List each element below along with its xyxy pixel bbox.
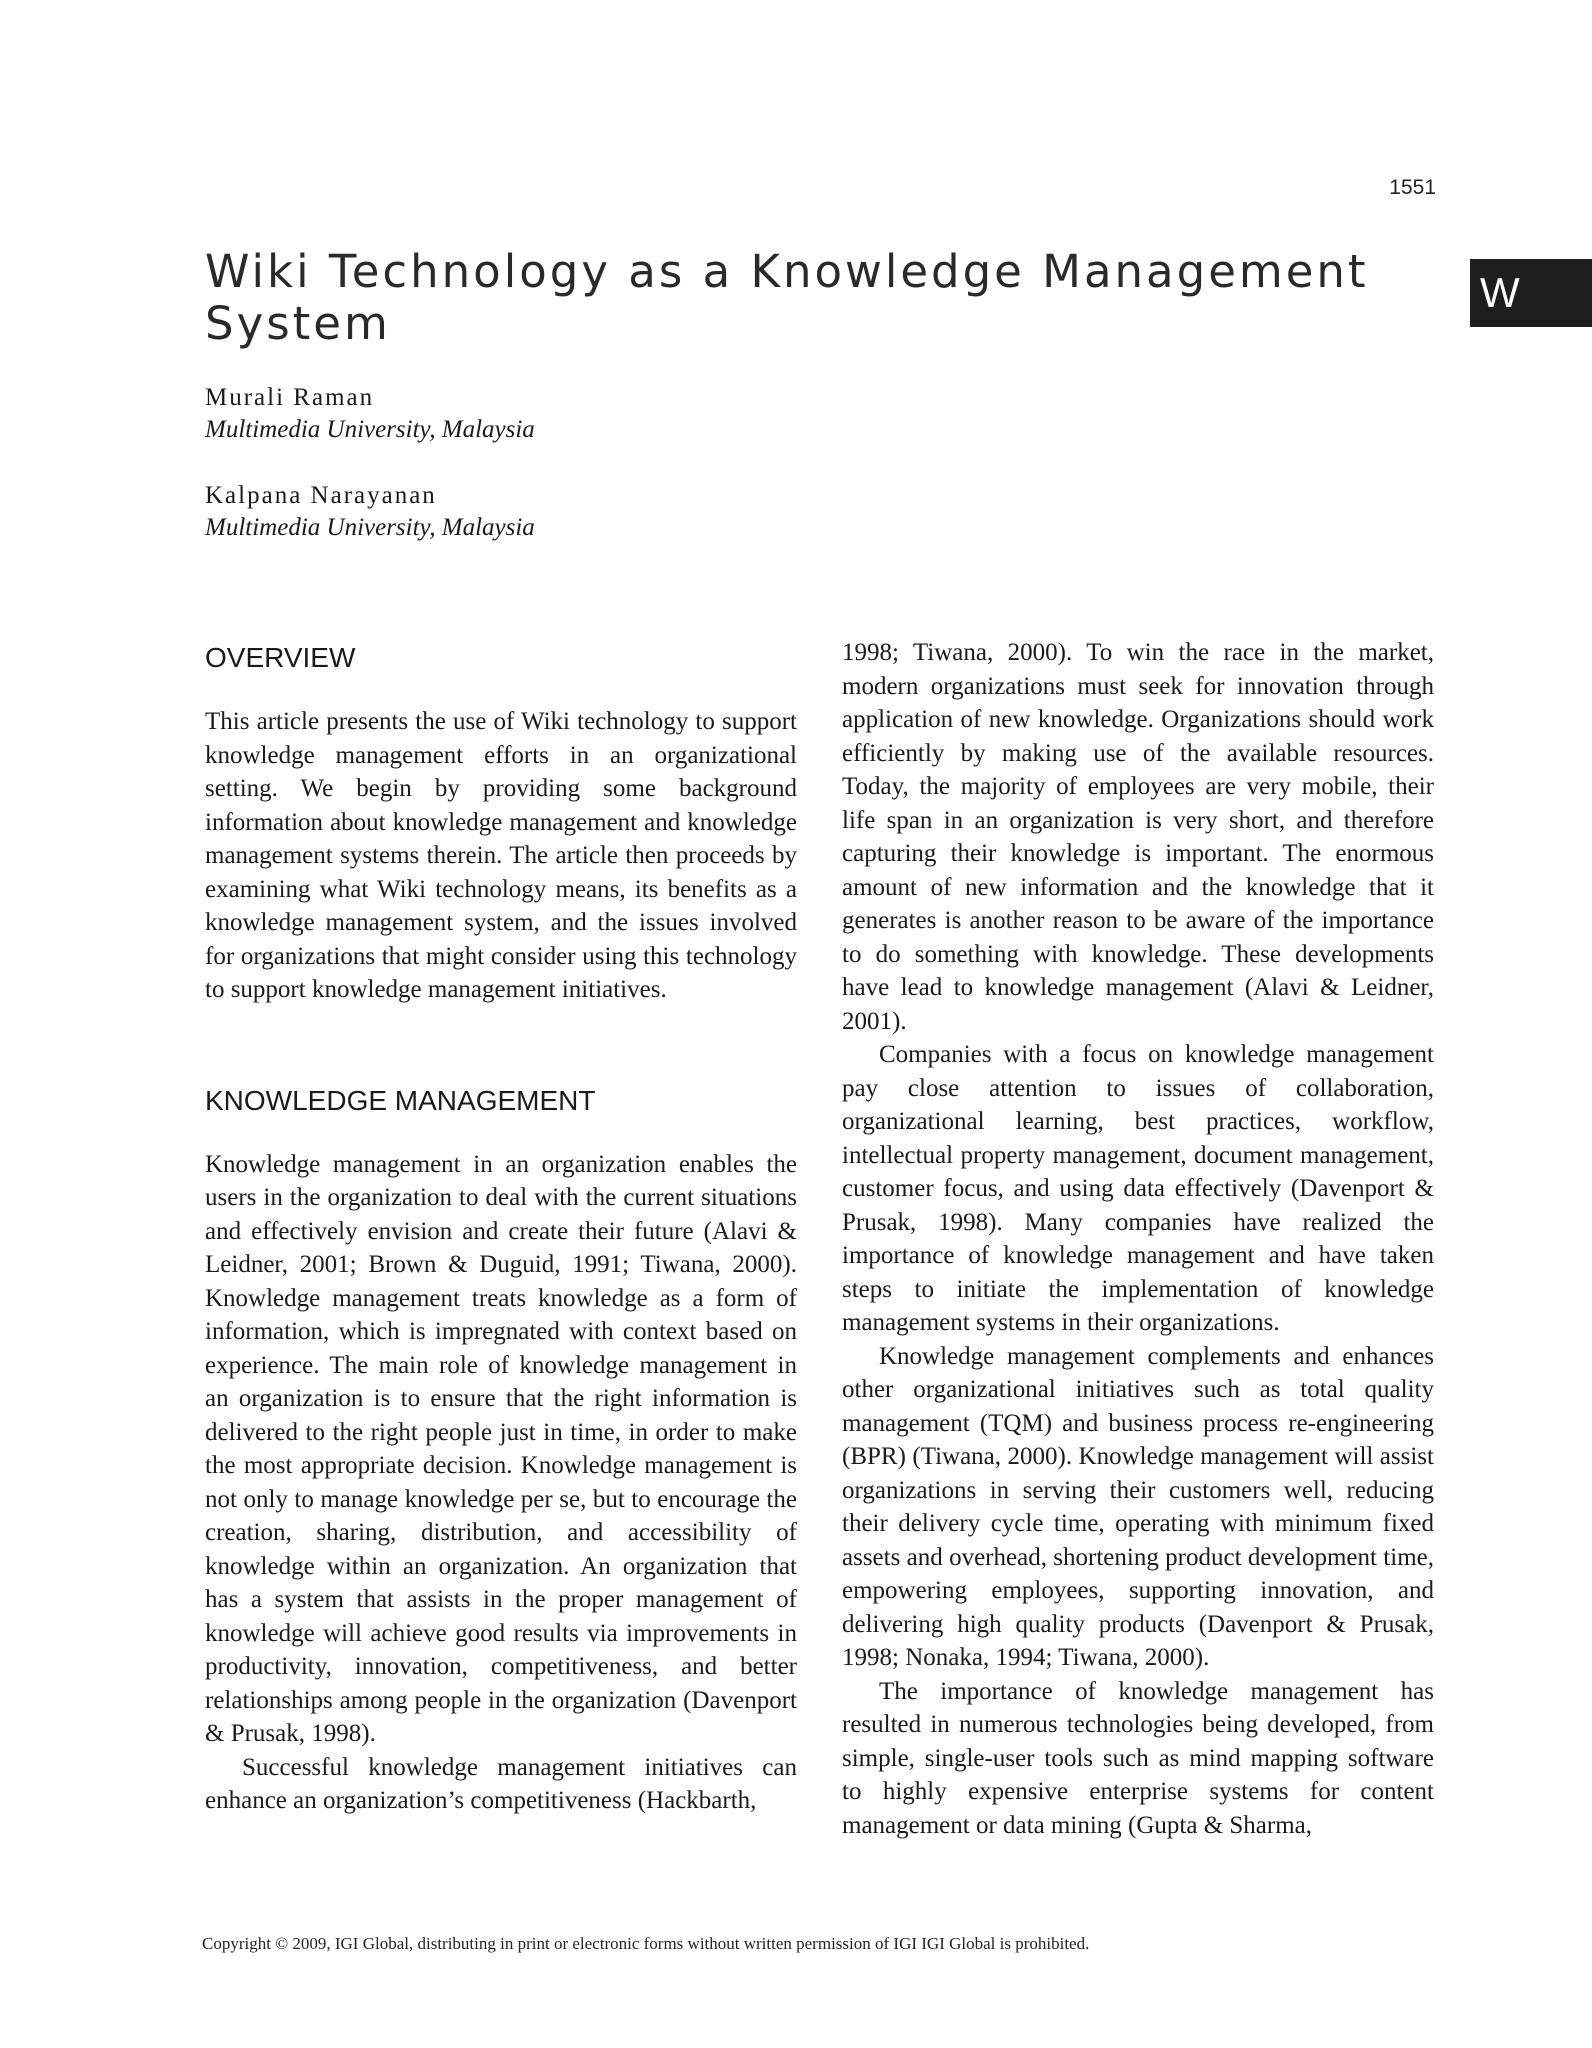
author-block bbox=[205, 480, 535, 544]
right-paragraph-3: Knowledge management complements and enhances other organizational initiatives such as total quality management (TQM) and business process re-engineering (BPR) (Tiwana, 2000). Knowledge management will assist organizations in serving their customers well, reducing their delivery cycle time, operating with minimum fixed assets and overhead, shortening product development time, empowering employees, supporting innovation, and delivering high quality products (Davenport & Prusak, 1998; Nonaka, 1994; Tiwana, 2000). bbox=[842, 1342, 1434, 1671]
right-column bbox=[842, 636, 1434, 1842]
author-list bbox=[205, 382, 535, 578]
author-affiliation: Multimedia University, Malaysia bbox=[205, 514, 535, 541]
overview-paragraph: This article presents the use of Wiki technology to support knowledge management efforts in an organizational setting. We begin by providing some background information about knowledge management and knowledge management systems therein. The article then proceeds by examining what Wiki technology means, its benefits as a knowledge management system, and the issues involved for organizations that might consider using this technology to support knowledge management initiatives. bbox=[205, 708, 797, 1003]
section-heading-knowledge-management: KNOWLEDGE MANAGEMENT bbox=[205, 1084, 596, 1116]
km-paragraph-1: Knowledge management in an organization enables the users in the organization to deal with the current situations and effectively envision and create their future (Alavi & Leidner, 2001; Brown & Duguid, 1991; Tiwana, 2000). Knowledge management treats knowledge as a form of information, which is impregnated with context based on experience. The main role of knowledge management in an organization is to ensure that the right information is delivered to the right people just in time, in order to make the most appropriate decision. Knowledge management is not only to manage knowledge per se, but to encourage the creation, sharing, distribution, and accessibility of knowledge within an organization. An organization that has a system that assists in the proper management of knowledge will achieve good results via improvements in productivity, innovation, competitiveness, and better relationships among people in the organization (Davenport & Prusak, 1998). bbox=[205, 1150, 797, 1747]
author-block bbox=[205, 382, 535, 446]
section-tab: W bbox=[1470, 259, 1592, 327]
section-heading-overview: OVERVIEW bbox=[205, 642, 356, 673]
author-affiliation: Multimedia University, Malaysia bbox=[205, 416, 535, 443]
copyright-footer: Copyright © 2009, IGI Global, distributing in print or electronic forms without written permission of IGI IGI Global is prohibited. bbox=[202, 1934, 1090, 1953]
page-number: 1551 bbox=[1389, 176, 1436, 199]
right-paragraph-2: Companies with a focus on knowledge management pay close attention to issues of collaboration, organizational learning, best practices, workflow, intellectual property management, document management, customer focus, and using data effectively (Davenport & Prusak, 1998). Many companies have realized the importance of knowledge management and have taken steps to initiate the implementation of knowledge management systems in their organizations. bbox=[842, 1041, 1434, 1336]
author-name: Kalpana Narayanan bbox=[205, 482, 437, 509]
article-title: Wiki Technology as a Knowledge Management System bbox=[205, 245, 1369, 350]
right-paragraph-4: The importance of knowledge management has resulted in numerous technologies being developed, from simple, single-user tools such as mind mapping software to highly expensive enterprise systems for content management or data mining (Gupta & Sharma, bbox=[842, 1677, 1434, 1839]
author-name: Murali Raman bbox=[205, 384, 375, 411]
right-paragraph-1: 1998; Tiwana, 2000). To win the race in the market, modern organizations must seek for innovation through application of new knowledge. Organizations should work efficiently by making use of the available resources. Today, the majority of employees are very mobile, their life span in an organization is very short, and therefore capturing their knowledge is important. The enormous amount of new information and the knowledge that it generates is another reason to be aware of the importance to do something with knowledge. These developments have lead to knowledge management (Alavi & Leidner, 2001). bbox=[842, 639, 1434, 1035]
km-paragraph-2: Successful knowledge management initiatives can enhance an organization’s competitiveness (Hackbarth, bbox=[205, 1753, 797, 1814]
left-column bbox=[205, 636, 797, 1818]
